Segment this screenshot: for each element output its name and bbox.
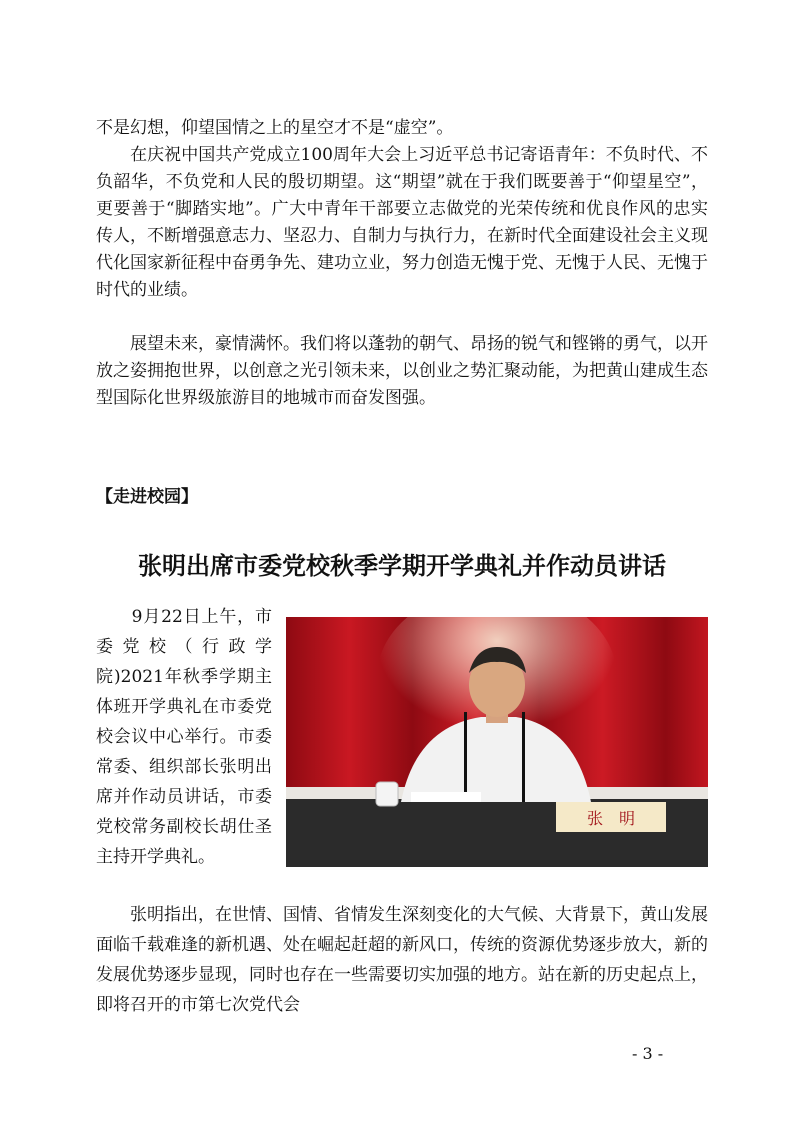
nameplate-text: 张 明 — [586, 809, 636, 828]
paragraph-continuation: 不是幻想，仰望国情之上的星空才不是“虚空”。 — [96, 118, 454, 138]
paragraph-outlook: 展望未来，豪情满怀。我们将以蓬勃的朝气、昂扬的锐气和铿锵的勇气，以开放之姿拥抱世界，以创意之光引领未来，以创业之势汇聚动能，为把黄山建成生态型国际化世界级旅游目的地城市而奋发图强。 — [96, 334, 708, 408]
microphone-right — [522, 712, 525, 802]
article-headline: 张明出席市委党校秋季学期开学典礼并作动员讲话 — [138, 552, 666, 580]
speaker-photo-illustration — [286, 617, 708, 867]
article-paragraph-body: 张明指出，在世情、国情、省情发生深刻变化的大气候、大背景下，黄山发展面临千载难逢的新机遇、处在崛起赶超的新风口，传统的资源优势逐步放大，新的发展优势逐步显现，同时也存在一些需要切实加强的地方。站在新的历史起点上，即将召开的市第七次党代会 — [96, 905, 708, 1015]
paragraph-youth-message: 在庆祝中国共产党成立100周年大会上习近平总书记寄语青年：不负时代、不负韶华，不负党和人民的殷切期望。这“期望”就在于我们既要善于“仰望星空”，更要善于“脚踏实地”。广大中青年干部要立志做党的光荣传统和优良作风的忠实传人，不断增强意志力、坚忍力、自制力与执行力，在新时代全面建设社会主义现代化国家新征程中奋勇争先、建功立业，努力创造无愧于党、无愧于人民、无愧于时代的业绩。 — [96, 145, 708, 300]
papers — [411, 792, 481, 802]
section-tag: 【走进校园】 — [96, 487, 198, 507]
page-number: - 3 - — [632, 1044, 664, 1063]
microphone-left — [464, 712, 467, 802]
tea-cup — [376, 782, 398, 806]
article-photo — [286, 617, 708, 867]
article-paragraph-intro-text: 9月22日上午，市委党校（行政学院)2021年秋季学期主体班开学典礼在市委党校会议中心举行。市委常委、组织部长张明出席并作动员讲话，市委党校常务副校长胡仕圣主持开学典礼。 — [96, 607, 272, 867]
